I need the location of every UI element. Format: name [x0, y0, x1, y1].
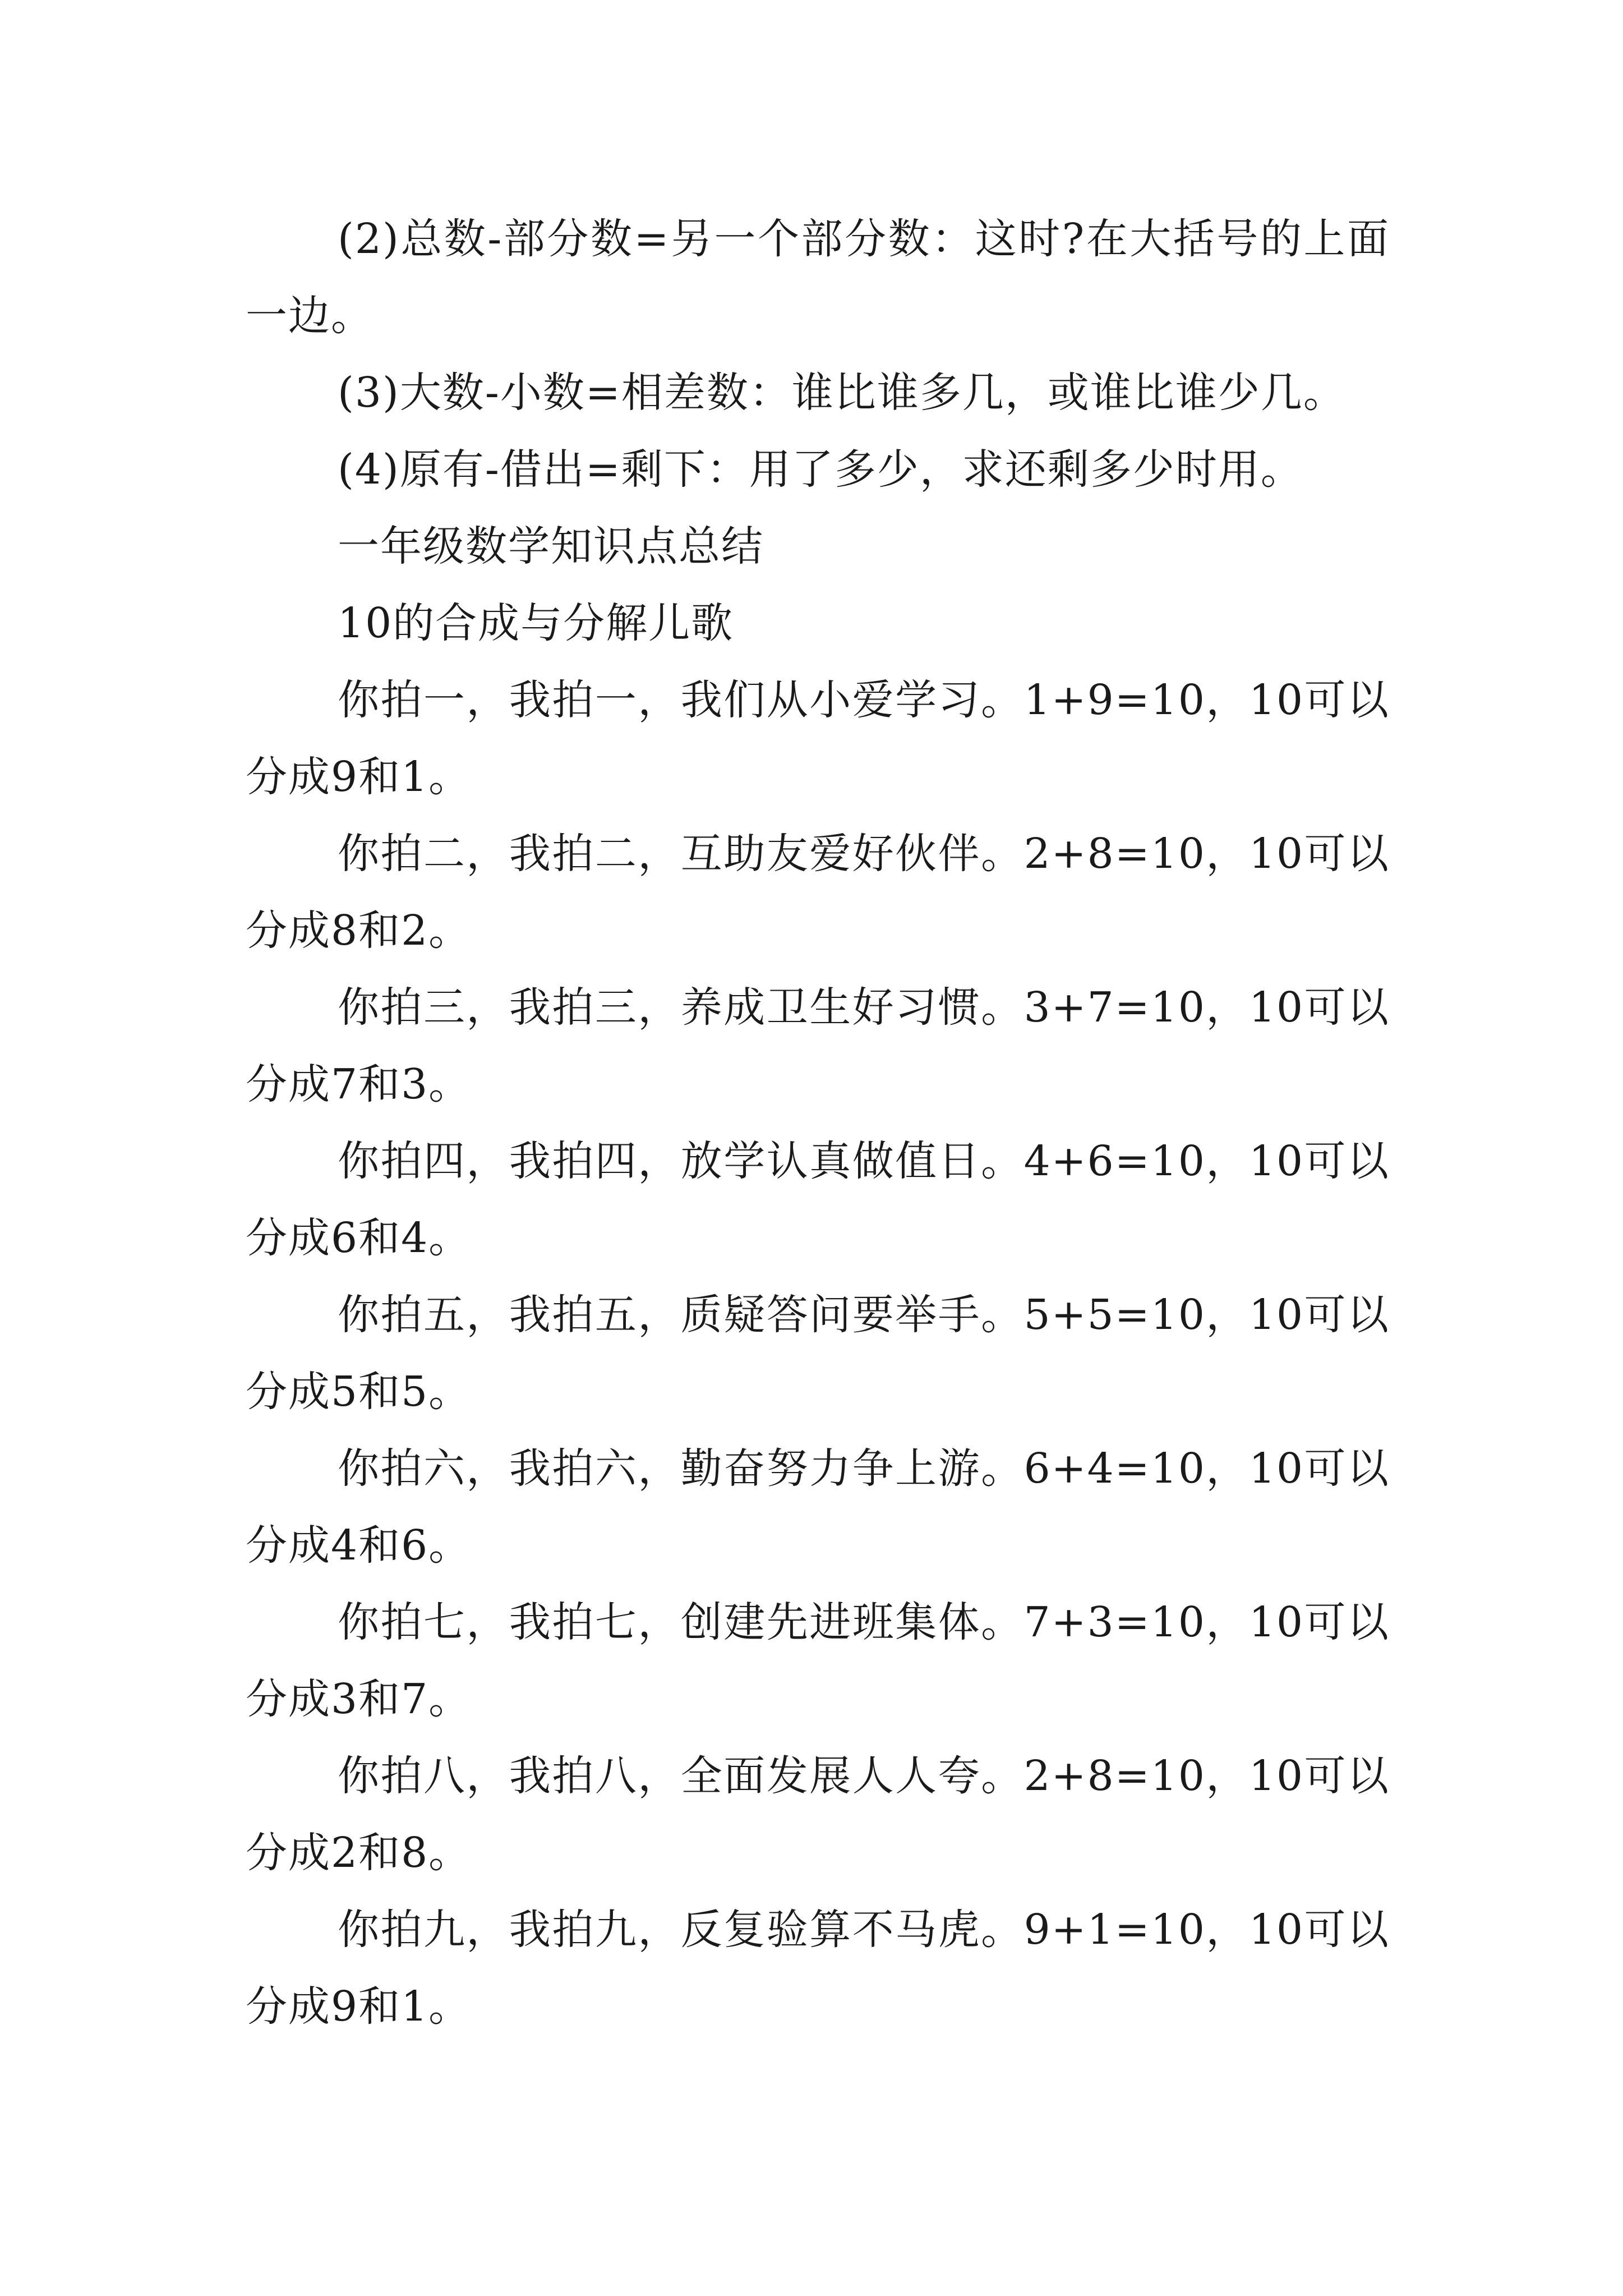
rhyme-line-9: 你拍九，我拍九，反复验算不马虎。9+1=10，10可以分成9和1。 [246, 1906, 1390, 2031]
document-body [246, 201, 1390, 2045]
rhyme-line-3: 你拍三，我拍三，养成卫生好习惯。3+7=10，10可以分成7和3。 [246, 983, 1390, 1108]
rhyme-line-8: 你拍八，我拍八，全面发展人人夸。2+8=10，10可以分成2和8。 [246, 1752, 1390, 1877]
paragraph-formula-2: (2)总数-部分数=另一个部分数：这时?在大括号的上面一边。 [246, 215, 1390, 340]
subsection-heading: 10的合成与分解儿歌 [338, 599, 734, 647]
rhyme-line-5: 你拍五，我拍五，质疑答问要举手。5+5=10，10可以分成5和5。 [246, 1291, 1390, 1416]
rhyme-line-2: 你拍二，我拍二，互助友爱好伙伴。2+8=10，10可以分成8和2。 [246, 830, 1390, 955]
paragraph-formula-3: (3)大数-小数=相差数：谁比谁多几，或谁比谁少几。 [338, 369, 1346, 417]
rhyme-line-4: 你拍四，我拍四，放学认真做值日。4+6=10，10可以分成6和4。 [246, 1137, 1390, 1262]
rhyme-line-1: 你拍一，我拍一，我们从小爱学习。1+9=10，10可以分成9和1。 [246, 676, 1390, 801]
paragraph-formula-4: (4)原有-借出=剩下：用了多少，求还剩多少时用。 [338, 445, 1303, 494]
rhyme-line-7: 你拍七，我拍七，创建先进班集体。7+3=10，10可以分成3和7。 [246, 1598, 1390, 1723]
section-heading: 一年级数学知识点总结 [338, 522, 764, 570]
rhyme-line-6: 你拍六，我拍六，勤奋努力争上游。6+4=10，10可以分成4和6。 [246, 1444, 1390, 1570]
